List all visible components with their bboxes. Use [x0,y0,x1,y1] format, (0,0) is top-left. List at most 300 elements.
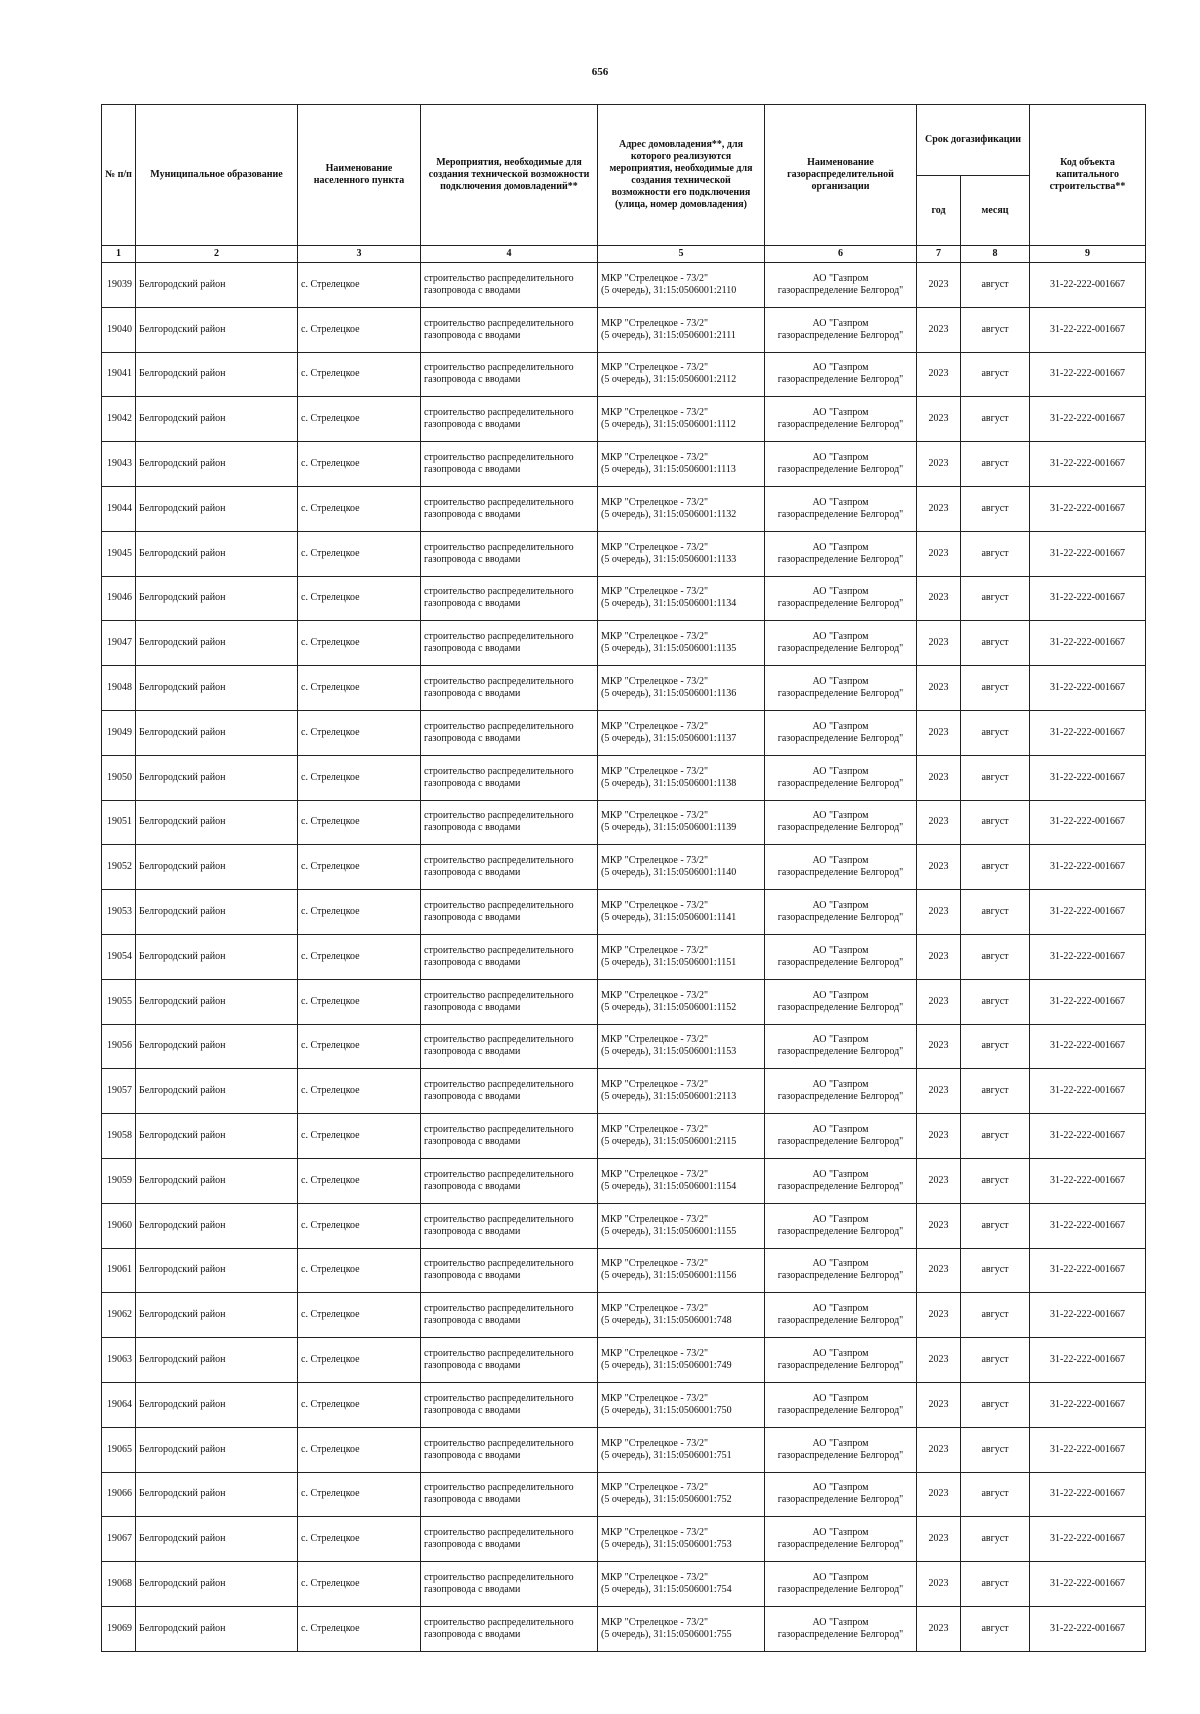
measures-cell [421,710,598,755]
municipality-cell [136,486,298,531]
column-number-row [102,246,1146,263]
code-cell-line: 31-22-222-001667 [1050,1443,1126,1455]
month-cell [961,1293,1030,1338]
row-number-line: 19051 [107,816,132,828]
row-number [102,352,136,397]
code-cell-line: 31-22-222-001667 [1050,1533,1126,1545]
address-cell-line: МКР "Стрелецкое - 73/2" [601,1572,709,1583]
month-cell-line: август [981,502,1009,514]
month-cell-line: август [981,1219,1009,1231]
code-cell-line: 31-22-222-001667 [1050,950,1126,962]
locality-cell-line: с. Стрелецкое [301,413,360,425]
month-cell [961,1248,1030,1293]
code-cell [1030,1517,1146,1562]
locality-cell [298,1203,421,1248]
measures-cell-line: строительство распределительного [424,1079,574,1091]
code-cell-line: 31-22-222-001667 [1050,816,1126,828]
code-cell-line: 31-22-222-001667 [1050,1130,1126,1142]
year-cell-line: 2023 [928,1264,949,1276]
address-cell-line: (5 очередь), 31:15:0506001:1155 [601,1225,737,1237]
year-cell [917,621,961,666]
table-row [102,1069,1146,1114]
address-cell-line: (5 очередь), 31:15:0506001:2110 [601,284,737,296]
municipality-cell-line: Белгородский район [139,1085,226,1097]
row-number [102,800,136,845]
header-year: год [917,176,961,246]
address-cell-line: (5 очередь), 31:15:0506001:2112 [601,374,737,386]
year-cell-line: 2023 [928,323,949,335]
year-cell-line: 2023 [928,413,949,425]
month-cell [961,934,1030,979]
column-number: 5 [598,246,765,263]
locality-cell-line: с. Стрелецкое [301,726,360,738]
measures-cell-line: строительство распределительного [424,676,574,688]
year-cell-line: 2023 [928,1622,949,1634]
measures-cell [421,531,598,576]
row-number-line: 19054 [107,950,132,962]
month-cell-line: август [981,682,1009,694]
address-cell [598,1293,765,1338]
year-cell [917,710,961,755]
row-number-line: 19040 [107,323,132,335]
municipality-cell [136,621,298,666]
measures-cell-line: строительство распределительного [424,1348,574,1360]
address-cell-line: МКР "Стрелецкое - 73/2" [601,272,709,284]
municipality-cell-line: Белгородский район [139,950,226,962]
code-cell [1030,1203,1146,1248]
org-cell-line: газораспределение Белгород" [777,1180,904,1192]
address-cell-line: (5 очередь), 31:15:0506001:755 [601,1628,732,1640]
table-row [102,531,1146,576]
measures-cell-line: строительство распределительного [424,1572,574,1583]
municipality-cell [136,800,298,845]
header-num: № п/п [102,105,136,246]
code-cell-line: 31-22-222-001667 [1050,1354,1126,1366]
table-row [102,442,1146,487]
code-cell-line: 31-22-222-001667 [1050,1219,1126,1231]
municipality-cell [136,890,298,935]
locality-cell-line: с. Стрелецкое [301,323,360,335]
year-cell [917,442,961,487]
address-cell-line: МКР "Стрелецкое - 73/2" [601,317,709,329]
org-cell-line: газораспределение Белгород" [777,1315,904,1327]
org-cell [765,1248,917,1293]
measures-cell-line: газопровода с вводами [424,643,521,655]
measures-cell-line: газопровода с вводами [424,284,521,296]
org-cell-line: газораспределение Белгород" [777,822,904,834]
code-cell-line: 31-22-222-001667 [1050,637,1126,649]
row-number [102,845,136,890]
address-cell [598,845,765,890]
municipality-cell-line: Белгородский район [139,1622,226,1634]
code-cell-line: 31-22-222-001667 [1050,458,1126,470]
row-number-line: 19052 [107,861,132,873]
locality-cell-line: с. Стрелецкое [301,1354,360,1366]
row-number [102,890,136,935]
address-cell [598,1158,765,1203]
month-cell-line: август [981,1085,1009,1097]
address-cell-line: (5 очередь), 31:15:0506001:749 [601,1360,732,1372]
table-row [102,397,1146,442]
measures-cell [421,1024,598,1069]
month-cell [961,1024,1030,1069]
locality-cell-line: с. Стрелецкое [301,816,360,828]
address-cell-line: МКР "Стрелецкое - 73/2" [601,1258,709,1270]
month-cell [961,531,1030,576]
table-row [102,1472,1146,1517]
year-cell [917,666,961,711]
year-cell-line: 2023 [928,771,949,783]
municipality-cell-line: Белгородский район [139,637,226,649]
org-cell-line: газораспределение Белгород" [777,1046,904,1058]
row-number [102,979,136,1024]
address-cell-line: МКР "Стрелецкое - 73/2" [601,407,709,419]
measures-cell-line: строительство распределительного [424,1034,574,1046]
org-cell-line: АО "Газпром [812,1124,869,1136]
org-cell-line: газораспределение Белгород" [777,867,904,879]
measures-cell-line: газопровода с вводами [424,912,521,924]
code-cell [1030,442,1146,487]
municipality-cell [136,1024,298,1069]
year-cell [917,307,961,352]
org-cell-line: АО "Газпром [812,1616,869,1628]
measures-cell-line: строительство распределительного [424,1124,574,1136]
address-cell-line: (5 очередь), 31:15:0506001:2113 [601,1091,737,1103]
org-cell-line: АО "Газпром [812,1437,869,1449]
municipality-cell-line: Белгородский район [139,816,226,828]
locality-cell-line: с. Стрелецкое [301,1309,360,1321]
org-cell [765,307,917,352]
table-row [102,979,1146,1024]
year-cell-line: 2023 [928,861,949,873]
year-cell-line: 2023 [928,995,949,1007]
year-cell-line: 2023 [928,1040,949,1052]
measures-cell-line: строительство распределительного [424,452,574,464]
row-number [102,755,136,800]
municipality-cell [136,442,298,487]
measures-cell-line: газопровода с вводами [424,1404,521,1416]
org-cell-line: АО "Газпром [812,720,869,732]
code-cell [1030,890,1146,935]
measures-cell [421,576,598,621]
table-row [102,1517,1146,1562]
month-cell-line: август [981,950,1009,962]
address-cell-line: (5 очередь), 31:15:0506001:2115 [601,1136,737,1148]
month-cell [961,1158,1030,1203]
row-number [102,666,136,711]
measures-cell-line: строительство распределительного [424,586,574,598]
locality-cell-line: с. Стрелецкое [301,1174,360,1186]
address-cell-line: (5 очередь), 31:15:0506001:748 [601,1315,732,1327]
row-number-line: 19055 [107,995,132,1007]
address-cell-line: МКР "Стрелецкое - 73/2" [601,1034,709,1046]
municipality-cell-line: Белгородский район [139,368,226,380]
locality-cell-line: с. Стрелецкое [301,682,360,694]
measures-cell [421,1069,598,1114]
org-cell [765,979,917,1024]
table-row [102,845,1146,890]
org-cell-line: АО "Газпром [812,541,869,553]
municipality-cell-line: Белгородский район [139,278,226,290]
locality-cell-line: с. Стрелецкое [301,278,360,290]
month-cell [961,1382,1030,1427]
year-cell-line: 2023 [928,1488,949,1500]
locality-cell [298,1248,421,1293]
municipality-cell [136,1382,298,1427]
locality-cell-line: с. Стрелецкое [301,906,360,918]
org-cell [765,1158,917,1203]
measures-cell-line: газопровода с вводами [424,777,521,789]
org-cell [765,397,917,442]
measures-cell-line: строительство распределительного [424,900,574,912]
org-cell-line: газораспределение Белгород" [777,374,904,386]
address-cell-line: (5 очередь), 31:15:0506001:1136 [601,688,737,700]
table-row [102,934,1146,979]
measures-cell-line: газопровода с вводами [424,553,521,565]
year-cell [917,845,961,890]
year-cell-line: 2023 [928,950,949,962]
locality-cell-line: с. Стрелецкое [301,1264,360,1276]
municipality-cell-line: Белгородский район [139,458,226,470]
org-cell-line: газораспределение Белгород" [777,643,904,655]
row-number-line: 19049 [107,726,132,738]
year-cell-line: 2023 [928,1085,949,1097]
year-cell-line: 2023 [928,906,949,918]
measures-cell-line: строительство распределительного [424,855,574,867]
column-number: 7 [917,246,961,263]
locality-cell [298,710,421,755]
org-cell [765,1338,917,1383]
locality-cell [298,307,421,352]
org-cell-line: АО "Газпром [812,676,869,688]
header-month: месяц [961,176,1030,246]
measures-cell-line: строительство распределительного [424,1213,574,1225]
measures-cell-line: газопровода с вводами [424,419,521,431]
measures-cell-line: газопровода с вводами [424,688,521,700]
code-cell [1030,263,1146,308]
table-body [102,263,1146,1652]
row-number [102,576,136,621]
month-cell [961,710,1030,755]
locality-cell-line: с. Стрелецкое [301,458,360,470]
org-cell-line: газораспределение Белгород" [777,912,904,924]
year-cell [917,1158,961,1203]
org-cell-line: АО "Газпром [812,586,869,598]
address-cell [598,800,765,845]
measures-cell-line: газопровода с вводами [424,1091,521,1103]
address-cell-line: (5 очередь), 31:15:0506001:1112 [601,419,736,431]
row-number-line: 19050 [107,771,132,783]
org-cell-line: АО "Газпром [812,1392,869,1404]
year-cell [917,576,961,621]
locality-cell [298,531,421,576]
row-number-line: 19046 [107,592,132,604]
org-cell [765,531,917,576]
month-cell [961,1562,1030,1607]
code-cell-line: 31-22-222-001667 [1050,323,1126,335]
column-number: 4 [421,246,598,263]
locality-cell [298,800,421,845]
code-cell-line: 31-22-222-001667 [1050,1309,1126,1321]
year-cell-line: 2023 [928,278,949,290]
code-cell-line: 31-22-222-001667 [1050,592,1126,604]
row-number-line: 19048 [107,682,132,694]
year-cell [917,1293,961,1338]
org-cell-line: газораспределение Белгород" [777,284,904,296]
municipality-cell-line: Белгородский район [139,726,226,738]
code-cell [1030,845,1146,890]
locality-cell-line: с. Стрелецкое [301,592,360,604]
address-cell [598,531,765,576]
municipality-cell-line: Белгородский район [139,906,226,918]
municipality-cell-line: Белгородский район [139,1130,226,1142]
municipality-cell-line: Белгородский район [139,1040,226,1052]
row-number-line: 19039 [107,278,132,290]
gasification-table [101,104,1146,1652]
municipality-cell [136,710,298,755]
municipality-cell [136,1203,298,1248]
row-number [102,710,136,755]
month-cell-line: август [981,1040,1009,1052]
municipality-cell-line: Белгородский район [139,1264,226,1276]
address-cell-line: (5 очередь), 31:15:0506001:751 [601,1449,732,1461]
org-cell [765,1427,917,1472]
measures-cell [421,352,598,397]
locality-cell-line: с. Стрелецкое [301,861,360,873]
org-cell [765,1606,917,1651]
municipality-cell [136,1606,298,1651]
table-row [102,1114,1146,1159]
municipality-cell [136,1248,298,1293]
month-cell-line: август [981,592,1009,604]
address-cell-line: МКР "Стрелецкое - 73/2" [601,944,709,956]
header-term: Срок догазификации [917,105,1030,176]
month-cell [961,666,1030,711]
measures-cell-line: газопровода с вводами [424,1001,521,1013]
address-cell-line: (5 очередь), 31:15:0506001:1151 [601,956,737,968]
row-number-line: 19056 [107,1040,132,1052]
code-cell [1030,1024,1146,1069]
locality-cell [298,1024,421,1069]
measures-cell-line: газопровода с вводами [424,598,521,610]
measures-cell [421,1517,598,1562]
month-cell [961,979,1030,1024]
header-row [102,105,1146,176]
org-cell-line: газораспределение Белгород" [777,553,904,565]
org-cell-line: АО "Газпром [812,900,869,912]
locality-cell [298,979,421,1024]
measures-cell-line: газопровода с вводами [424,1584,521,1595]
row-number [102,1562,136,1607]
address-cell [598,1606,765,1651]
org-cell-line: газораспределение Белгород" [777,1628,904,1640]
row-number [102,1293,136,1338]
measures-cell-line: газопровода с вводами [424,822,521,834]
year-cell-line: 2023 [928,458,949,470]
address-cell [598,307,765,352]
table-row [102,1293,1146,1338]
year-cell [917,1114,961,1159]
row-number [102,307,136,352]
address-cell [598,1069,765,1114]
locality-cell-line: с. Стрелецкое [301,995,360,1007]
measures-cell-line: газопровода с вводами [424,1539,521,1551]
header-code: Код объекта капитального строительства** [1030,105,1146,246]
org-cell-line: АО "Газпром [812,1079,869,1091]
org-cell-line: АО "Газпром [812,1482,869,1494]
code-cell-line: 31-22-222-001667 [1050,995,1126,1007]
org-cell [765,621,917,666]
municipality-cell [136,755,298,800]
address-cell-line: (5 очередь), 31:15:0506001:1138 [601,777,737,789]
row-number [102,1472,136,1517]
measures-cell [421,1338,598,1383]
month-cell-line: август [981,1533,1009,1545]
year-cell [917,486,961,531]
municipality-cell-line: Белгородский район [139,592,226,604]
org-cell-line: газораспределение Белгород" [777,1225,904,1237]
measures-cell [421,1472,598,1517]
table-row [102,486,1146,531]
locality-cell-line: с. Стрелецкое [301,1578,360,1589]
table-row [102,1606,1146,1651]
month-cell [961,486,1030,531]
municipality-cell [136,1069,298,1114]
address-cell [598,1562,765,1607]
measures-cell-line: строительство распределительного [424,944,574,956]
locality-cell [298,1338,421,1383]
address-cell [598,1338,765,1383]
code-cell-line: 31-22-222-001667 [1050,1174,1126,1186]
municipality-cell-line: Белгородский район [139,323,226,335]
measures-cell [421,486,598,531]
year-cell [917,1024,961,1069]
org-cell [765,1203,917,1248]
org-cell [765,1024,917,1069]
address-cell [598,621,765,666]
month-cell-line: август [981,1309,1009,1321]
month-cell-line: август [981,413,1009,425]
month-cell-line: август [981,906,1009,918]
measures-cell-line: строительство распределительного [424,1392,574,1404]
column-number: 6 [765,246,917,263]
municipality-cell [136,307,298,352]
org-cell-line: АО "Газпром [812,1572,869,1583]
code-cell [1030,531,1146,576]
month-cell [961,1114,1030,1159]
table-row [102,576,1146,621]
year-cell [917,263,961,308]
measures-cell-line: газопровода с вводами [424,464,521,476]
municipality-cell [136,1472,298,1517]
month-cell [961,890,1030,935]
month-cell-line: август [981,1578,1009,1589]
locality-cell-line: с. Стрелецкое [301,1130,360,1142]
year-cell-line: 2023 [928,1533,949,1545]
code-cell [1030,1338,1146,1383]
measures-cell-line: газопровода с вводами [424,1136,521,1148]
address-cell-line: МКР "Стрелецкое - 73/2" [601,1213,709,1225]
measures-cell-line: строительство распределительного [424,496,574,508]
address-cell [598,352,765,397]
address-cell-line: (5 очередь), 31:15:0506001:1154 [601,1180,737,1192]
row-number [102,531,136,576]
month-cell-line: август [981,278,1009,290]
org-cell-line: АО "Газпром [812,317,869,329]
row-number [102,1248,136,1293]
page-number: 656 [591,66,609,78]
measures-cell [421,979,598,1024]
